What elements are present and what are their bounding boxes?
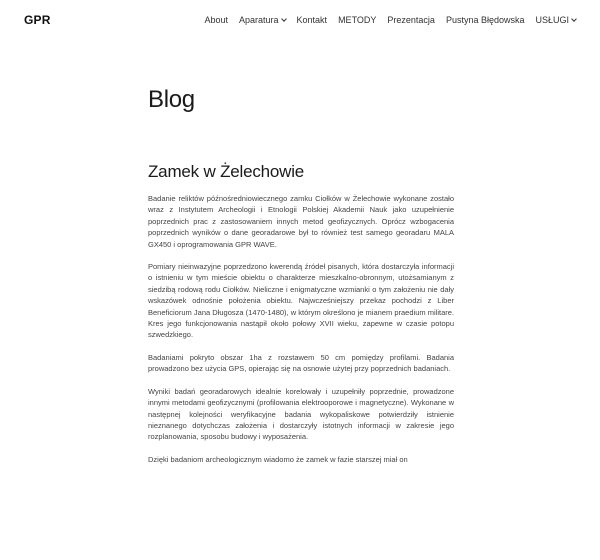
nav-item-label: Aparatura xyxy=(239,15,279,25)
site-header xyxy=(0,0,600,42)
chevron-down-icon xyxy=(281,16,287,22)
post-paragraph: Pomiary nieinwazyjne poprzedzono kwerendą źródeł pisanych, która dostarczyła informacji o istnieniu w tym mieście obiektu o charakterze mieszkalno-obronnym, utożsamianym z siedzibą rodową rodu Ciołków. Nieliczne i enigmatyczne wzmianki o tym założeniu nie dały wskazówek odnośnie położenia obiektu. Najwcześniejszy przekaz pochodzi z Liber Beneficiorum Jana Długosza (1470-1480), w którym określono je mianem praedium militare. Kres jego funkcjonowania nastąpił około połowy XVII wieku, zapewne w czasie potopu szwedzkiego. xyxy=(148,262,454,340)
post-paragraph: Wyniki badań georadarowych idealnie korelowały i uzupełniły poprzednie, prowadzone innymi metodami geofizycznymi (profilowania elektrooporowe i magnetyczne). Wykonane w następnej kolejności weryfikacyjne badania wykopaliskowe potwierdziły istnienie nieznanego dotychczas założenia i dostarczyły istotnych informacji w zakresie jego rozplanowania, sposobu budowy i wyposażenia. xyxy=(148,386,454,442)
chevron-down-icon xyxy=(571,16,577,22)
nav-item-label: Pustyna Błędowska xyxy=(445,15,525,25)
nav-item-pustyna-bledowska[interactable] xyxy=(446,15,525,25)
nav-item-aparatura[interactable] xyxy=(239,15,286,25)
main-nav xyxy=(204,15,576,25)
page-title: Blog xyxy=(148,86,195,113)
nav-item-metody[interactable] xyxy=(338,15,376,25)
nav-item-label: USŁUGI xyxy=(535,15,569,25)
nav-item-uslugi[interactable] xyxy=(535,15,576,25)
post-paragraph: Dzięki badaniom archeologicznym wiadomo że zamek w fazie starszej miał on xyxy=(148,454,408,464)
post-paragraph: Badaniami pokryto obszar 1ha z rozstawem 50 cm pomiędzy profilami. Badania prowadzono bez użycia GPS, opierając się na osnowie użytej przy poprzednich badaniach. xyxy=(148,352,454,374)
nav-item-about[interactable] xyxy=(204,15,228,25)
nav-item-label: Prezentacja xyxy=(387,15,435,25)
site-logo[interactable]: GPR xyxy=(24,13,51,27)
nav-item-label: METODY xyxy=(338,15,377,25)
nav-item-label: Kontakt xyxy=(296,15,328,25)
post-title[interactable]: Zamek w Żelechowie xyxy=(148,162,305,181)
nav-item-kontakt[interactable] xyxy=(297,15,328,25)
nav-item-label: About xyxy=(204,15,228,25)
blog-post xyxy=(148,162,454,476)
post-paragraph: Badanie reliktów późnośredniowiecznego zamku Ciołków w Żelechowie wykonane zostało wraz z Instytutem Archeologii i Etnologii Polskiej Akademii Nauk jako uzupełnienie poprzednich prac z zastosowaniem innych metod geofizycznych. Oprócz wzbogacenia poprzednich wyników o dane georadarowe był to również test samego georadaru MALA GX450 i oprogramowania GPR WAVE. xyxy=(148,194,454,249)
nav-item-prezentacja[interactable] xyxy=(387,15,435,25)
